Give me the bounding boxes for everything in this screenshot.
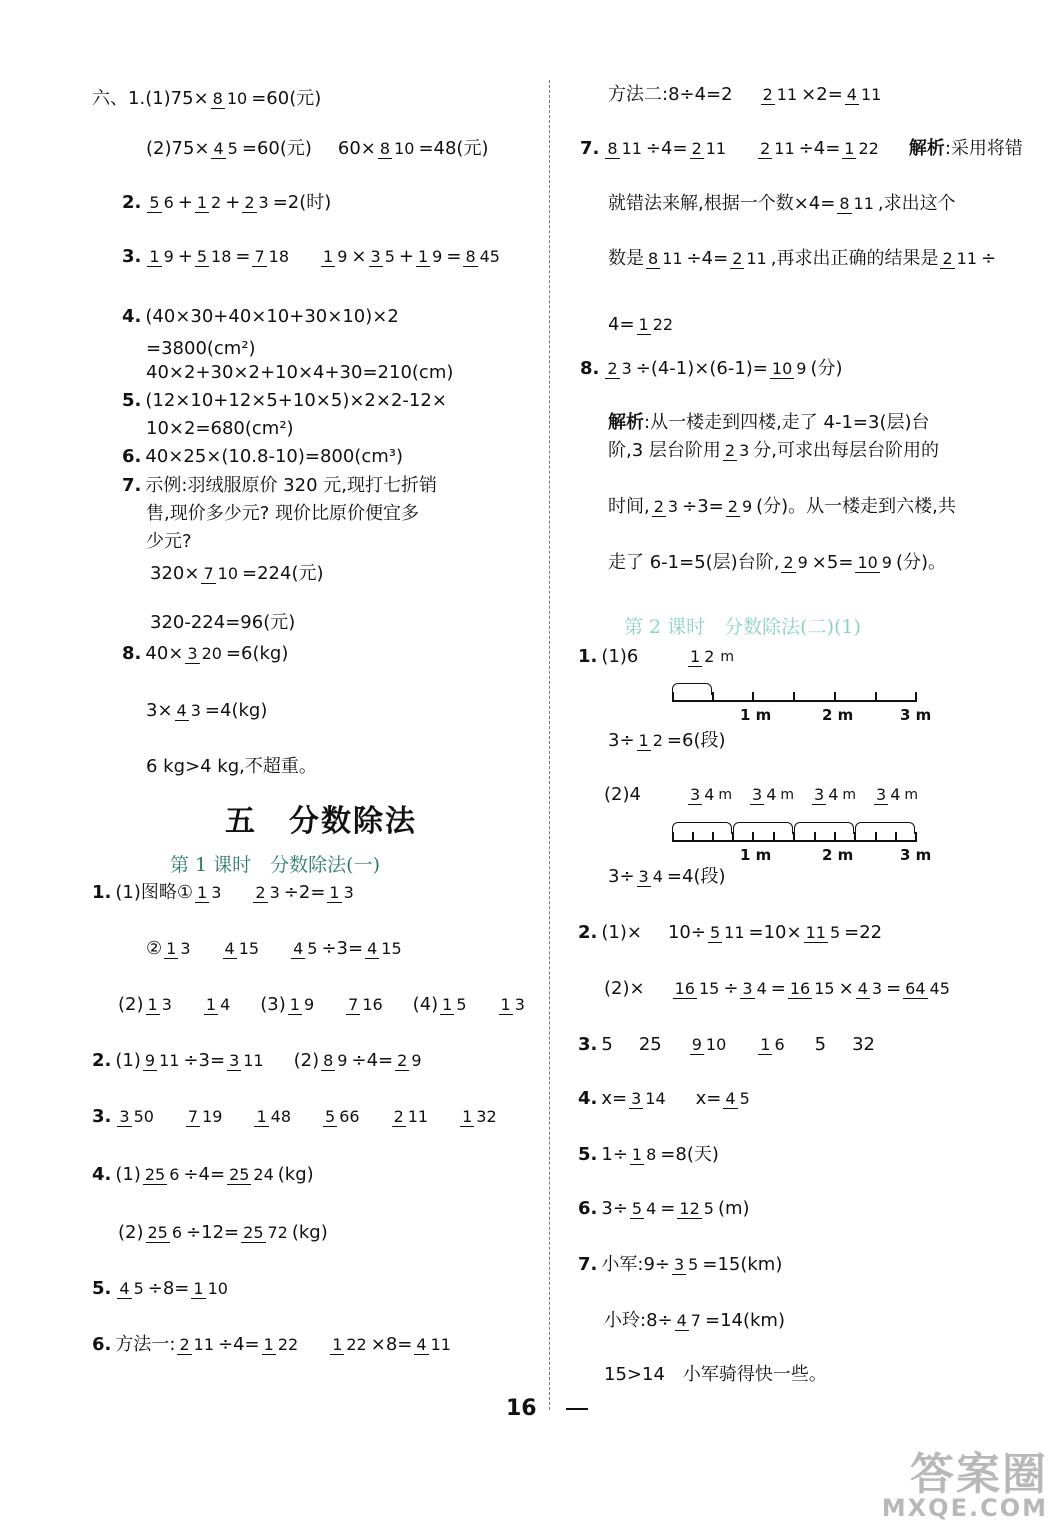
d2-tick xyxy=(915,832,917,842)
d2-label-3m: 3 m xyxy=(900,846,932,864)
r8-eq: 8. 2 3 ÷(4-1)×(6-1)= 10 9 (分) xyxy=(580,358,843,380)
q7-line5: 320-224=96(元) xyxy=(150,612,296,633)
d1-label-2m: 2 m xyxy=(822,706,854,724)
d2-brace xyxy=(733,822,793,834)
r7-line2: 就错法来解,根据一个数×4= 8 11 ,求出这个 xyxy=(608,193,956,215)
q6-1a: 六、1. (1)75× 8 10 =60(元) xyxy=(92,88,322,110)
r8-line2: 阶,3 层台阶用 2 3 分,可求出每层台阶用的 xyxy=(608,440,940,462)
d2-tick xyxy=(752,832,754,842)
d2-tick xyxy=(773,832,775,842)
q2: 2. 5 6 + 1 2 + 2 3 =2(时) xyxy=(122,192,332,214)
d2-brace xyxy=(672,822,732,834)
q6-1b: (2)75× 4 5 =60(元) 60× 8 10 =48(元) xyxy=(146,138,489,160)
q7-line3: 少元? xyxy=(146,531,192,552)
d1-tick xyxy=(793,692,795,702)
q8-line3: 6 kg>4 kg,不超重。 xyxy=(146,756,317,777)
d2-tick xyxy=(814,832,816,842)
q5-line2: 10×2=680(cm²) xyxy=(146,418,294,439)
e5: 5. 1÷ 1 8 =8(天) xyxy=(578,1144,719,1166)
d2-tick xyxy=(854,832,856,842)
d2-label-2m: 2 m xyxy=(822,846,854,864)
d2-tick xyxy=(732,832,734,842)
q4-line3: 40×2+30×2+10×4+30=210(cm) xyxy=(146,362,454,383)
s6: 6. 方法一: 2 11 ÷ 4 = 1 22 1 22 × 8 = 4 11 xyxy=(92,1334,451,1356)
d2-eq: 3÷ 3 4 =4(段) xyxy=(608,866,726,888)
d2-tick xyxy=(875,832,877,842)
e4: 4. x= 3 14 x= 4 5 xyxy=(578,1088,750,1110)
q7-line2: 售,现价多少元? 现价比原价便宜多 xyxy=(146,503,419,524)
q7-line1: 7. 示例:羽绒服原价 320 元,现打七折销 xyxy=(122,475,437,496)
watermark-logo xyxy=(873,1438,1048,1528)
s3: 3. 3 50 7 19 1 48 5 66 2 11 1 32 xyxy=(92,1106,497,1128)
lesson-1-title: 第 1 课时 分数除法(一) xyxy=(170,854,380,876)
d1-label: 1. (1)6 xyxy=(578,646,639,667)
d1-tick xyxy=(672,692,674,702)
d2-tick xyxy=(692,832,694,842)
d2-frac-4: 3 4 m xyxy=(876,785,919,804)
e7-a: 7. 小军:9÷ 3 5 =15(km) xyxy=(578,1254,783,1276)
s4-b: (2) 25 6 ÷ 12 = 25 72 (kg) xyxy=(118,1222,328,1244)
r7-line3: 数是 8 11 ÷ 4 = 2 11 ,再求出正确的结果是 2 11 ÷ xyxy=(608,248,997,270)
d2-tick xyxy=(895,832,897,842)
d2-frac-1: 3 4 m xyxy=(690,785,733,804)
r8-line3: 时间, 2 3 ÷ 3 = 2 9 (分)。从一楼走到六楼,共 xyxy=(608,496,956,518)
q8-line2: 3× 4 3 =4(kg) xyxy=(146,700,268,722)
e6: 6. 3÷ 5 4 = 12 5 (m) xyxy=(578,1198,750,1220)
q4-line1: 4. (40×30+40×10+30×10)×2 xyxy=(122,306,399,327)
r7-eq: 7. 8 11 ÷ 4 = 2 11 2 11 ÷ 4 = 1 22 解析 :采用将错 xyxy=(580,138,1023,160)
d1-label-3m: 3 m xyxy=(900,706,932,724)
d2-brace xyxy=(794,822,854,834)
d1-brace xyxy=(672,683,712,695)
e7-c: 15>14 小军骑得快一些。 xyxy=(604,1364,827,1385)
d1-tick xyxy=(712,692,714,702)
q4-line2: =3800(cm²) xyxy=(146,338,256,359)
d2-frac-2: 3 4 m xyxy=(752,785,795,804)
watermark-text: 答案圈 xyxy=(910,1449,1048,1500)
s1-c: (2) 1 3 1 4 (3) 1 9 7 16 (4) 1 5 1 3 xyxy=(118,994,525,1016)
s5: 5. 4 5 ÷ 8 = 1 10 xyxy=(92,1278,228,1300)
s1-a: 1. (1)图略① 1 3 2 3 ÷ 2 = 1 3 xyxy=(92,882,354,904)
column-divider xyxy=(549,80,550,1410)
s1-b: ② 1 3 4 15 4 5 ÷ 3 = 4 15 xyxy=(146,938,402,960)
d1-eq: 3÷ 1 2 =6(段) xyxy=(608,730,726,752)
d1-half-m: 1 2 m xyxy=(690,647,735,666)
lesson-2-title: 第 2 课时 分数除法(二)(1) xyxy=(624,616,861,638)
page-number: 16 xyxy=(506,1396,537,1421)
d2-tick xyxy=(672,832,674,842)
s4-a: 4. (1) 25 6 ÷ 4 = 25 24 (kg) xyxy=(92,1164,314,1186)
d2-tick xyxy=(712,832,714,842)
r7-line4: 4= 1 22 xyxy=(608,314,674,336)
d2-label-1m: 1 m xyxy=(740,846,772,864)
d1-tick xyxy=(834,692,836,702)
r6-method2: 方法二:8÷4=2 2 11 × 2 = 4 11 xyxy=(608,84,882,106)
q8-line1: 8. 40× 3 20 =6(kg) xyxy=(122,643,289,665)
section-title: 五 分数除法 xyxy=(225,804,417,839)
watermark-url: MXQE.COM xyxy=(881,1494,1048,1522)
d1-tick xyxy=(752,692,754,702)
d1-tick xyxy=(915,692,917,702)
r8-line1: 解析 :从一楼走到四楼,走了 4-1=3(层)台 xyxy=(608,412,930,433)
d1-tick xyxy=(875,692,877,702)
q7-line4: 320× 7 10 =224(元) xyxy=(150,563,324,585)
q5-line1: 5. (12×10+12×5+10×5)×2×2-12× xyxy=(122,390,447,411)
e3: 3. 5 25 9 10 1 6 5 32 xyxy=(578,1034,876,1056)
d2-brace xyxy=(855,822,915,834)
e7-b: 小玲:8÷ 4 7 =14(km) xyxy=(604,1310,785,1332)
q6: 6. 40×25×(10.8-10)=800(cm³) xyxy=(122,446,403,467)
q3: 3. 1 9 + 5 18 = 7 18 1 9 × 3 5 + 1 9 = 8 45 xyxy=(122,246,500,268)
e2-a: 2. (1)× 10÷ 5 11 =10× 11 5 =22 xyxy=(578,922,883,944)
d2-tick xyxy=(793,832,795,842)
d2-tick xyxy=(834,832,836,842)
d1-label-1m: 1 m xyxy=(740,706,772,724)
e2-b: (2)× 16 15 ÷ 3 4 = 16 15 × 4 3 = 64 45 xyxy=(604,978,950,1000)
page-number-dash xyxy=(566,1408,588,1410)
s2: 2. (1) 9 11 ÷ 3 = 3 11 (2) 8 9 ÷ 4 = 2 9 xyxy=(92,1050,422,1072)
d2-label: (2)4 xyxy=(604,784,641,805)
r8-line4: 走了 6-1=5(层)台阶, 2 9 × 5 = 10 9 (分)。 xyxy=(608,552,947,574)
d2-frac-3: 3 4 m xyxy=(814,785,857,804)
